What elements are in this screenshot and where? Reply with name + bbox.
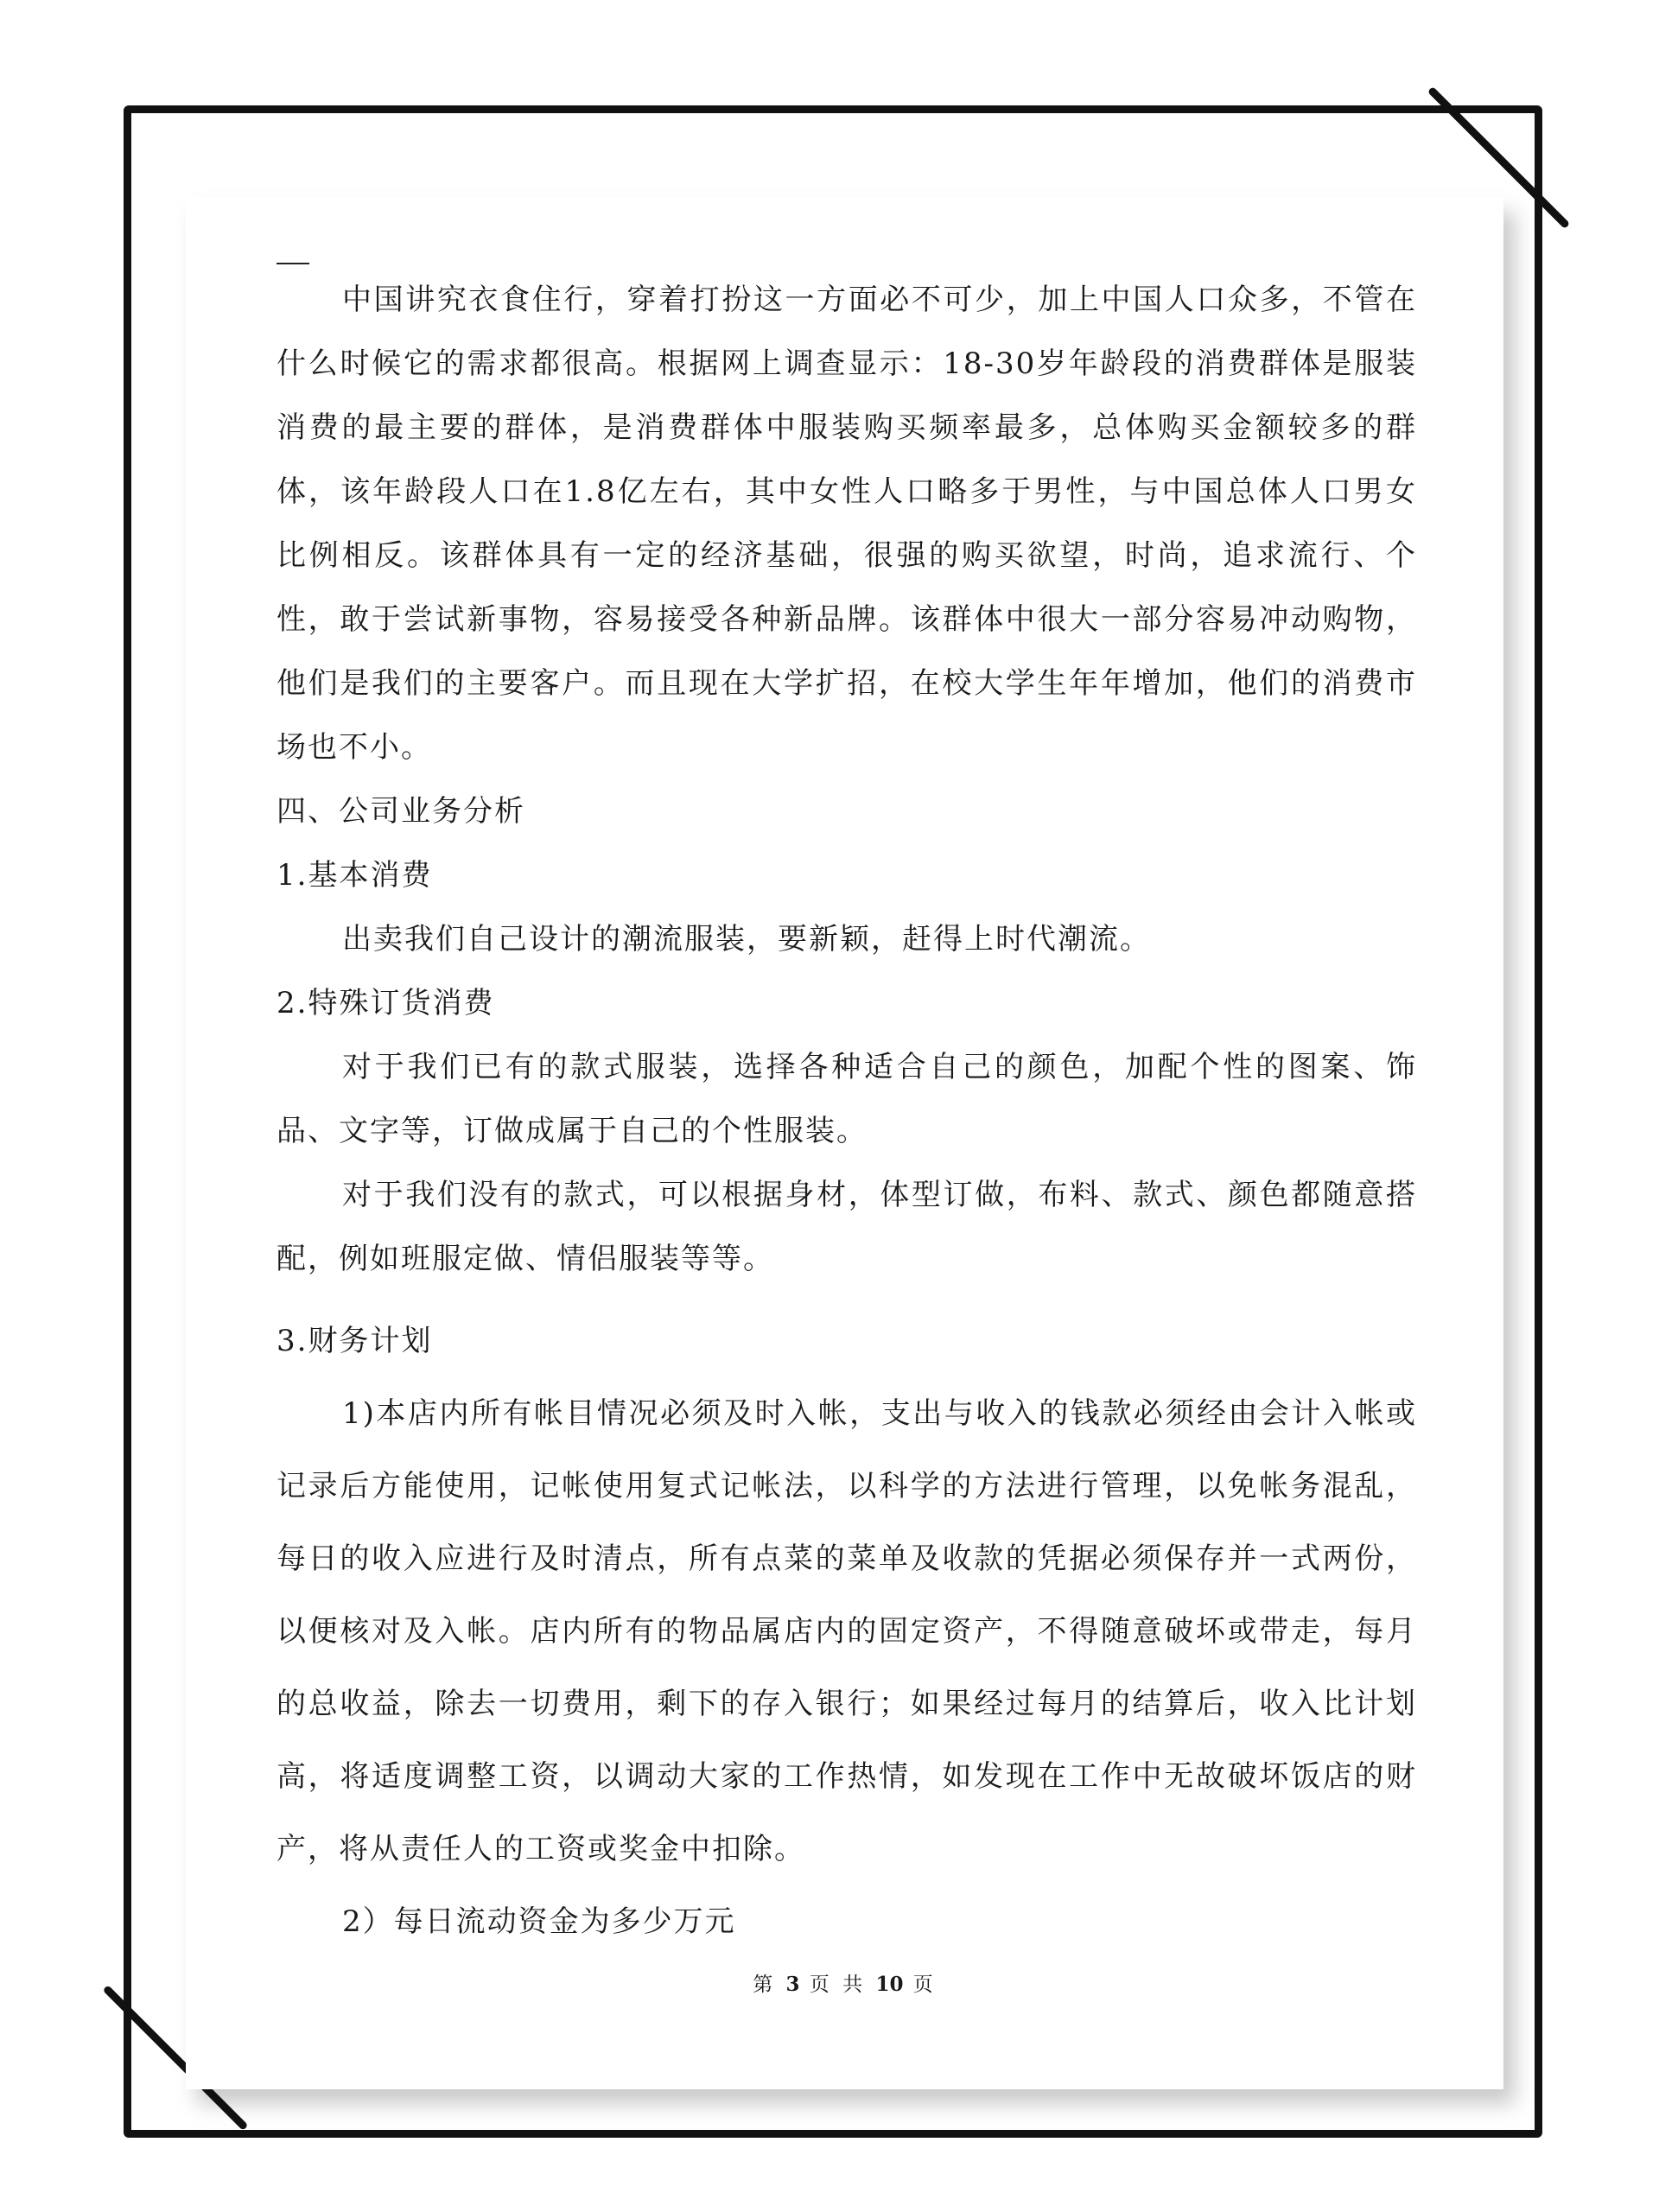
- page-footer: [186, 1968, 1503, 1997]
- item1-text: 出卖我们自己设计的潮流服装，要新颖，赶得上时代潮流。: [342, 922, 1151, 957]
- item3-text-2: 2）每日流动资金为多少万元: [342, 1904, 736, 1939]
- item2-text-b: 对于我们没有的款式，可以根据身材，体型订做，布料、款式、颜色都随意搭配，例如班服定做、情侣服装等等。: [276, 1178, 1417, 1276]
- footer-current-page: 3: [785, 1973, 800, 1996]
- item2-text-a: 对于我们已有的款式服装，选择各种适合自己的颜色，加配个性的图案、饰品、文字等，订做成属于自己的个性服装。: [276, 1050, 1417, 1148]
- item3-heading: 3.财务计划: [276, 1324, 433, 1358]
- footer-prefix: 第: [753, 1974, 777, 1996]
- market-paragraph: 中国讲究衣食住行，穿着打扮这一方面必不可少，加上中国人口众多，不管在什么时候它的需求都很高。根据网上调查显示：18-30岁年龄段的消费群体是服装消费的最主要的群体，是消费群体中服装购买频率最多，总体购买金额较多的群体，该年龄段人口在1.8亿左右，其中女性人口略多于男性，与中国总体人口男女比例相反。该群体具有一定的经济基础，很强的购买欲望，时尚，追求流行、个性，敢于尝试新事物，容易接受各种新品牌。该群体中很大一部分容易冲动购物，他们是我们的主要客户。而且现在大学扩招，在校大学生年年增加，他们的消费市场也不小。: [276, 283, 1417, 765]
- footer-suffix: 页: [912, 1974, 937, 1996]
- document-page: [186, 197, 1503, 2089]
- footer-middle: 页 共: [809, 1974, 867, 1996]
- finance-section: [276, 1305, 1417, 1958]
- item2-heading: 2.特殊订货消费: [276, 986, 495, 1020]
- page-content: [276, 232, 1417, 1958]
- market-section: [276, 268, 1417, 1291]
- section-four-heading: 四、公司业务分析: [276, 794, 525, 829]
- header-dash: [276, 263, 309, 264]
- item3-text-1: 1)本店内所有帐目情况必须及时入帐，支出与收入的钱款必须经由会计入帐或记录后方能使用，记帐使用复式记帐法，以科学的方法进行管理，以免帐务混乱，每日的收入应进行及时清点，所有点菜的菜单及收款的凭据必须保存并一式两份，以便核对及入帐。店内所有的物品属店内的固定资产，不得随意破坏或带走，每月的总收益，除去一切费用，剩下的存入银行；如果经过每月的结算后，收入比计划高，将适度调整工资，以调动大家的工作热情，如发现在工作中无故破坏饭店的财产，将从责任人的工资或奖金中扣除。: [276, 1396, 1417, 1866]
- footer-total-pages: 10: [875, 1973, 904, 1996]
- item1-heading: 1.基本消费: [276, 858, 433, 893]
